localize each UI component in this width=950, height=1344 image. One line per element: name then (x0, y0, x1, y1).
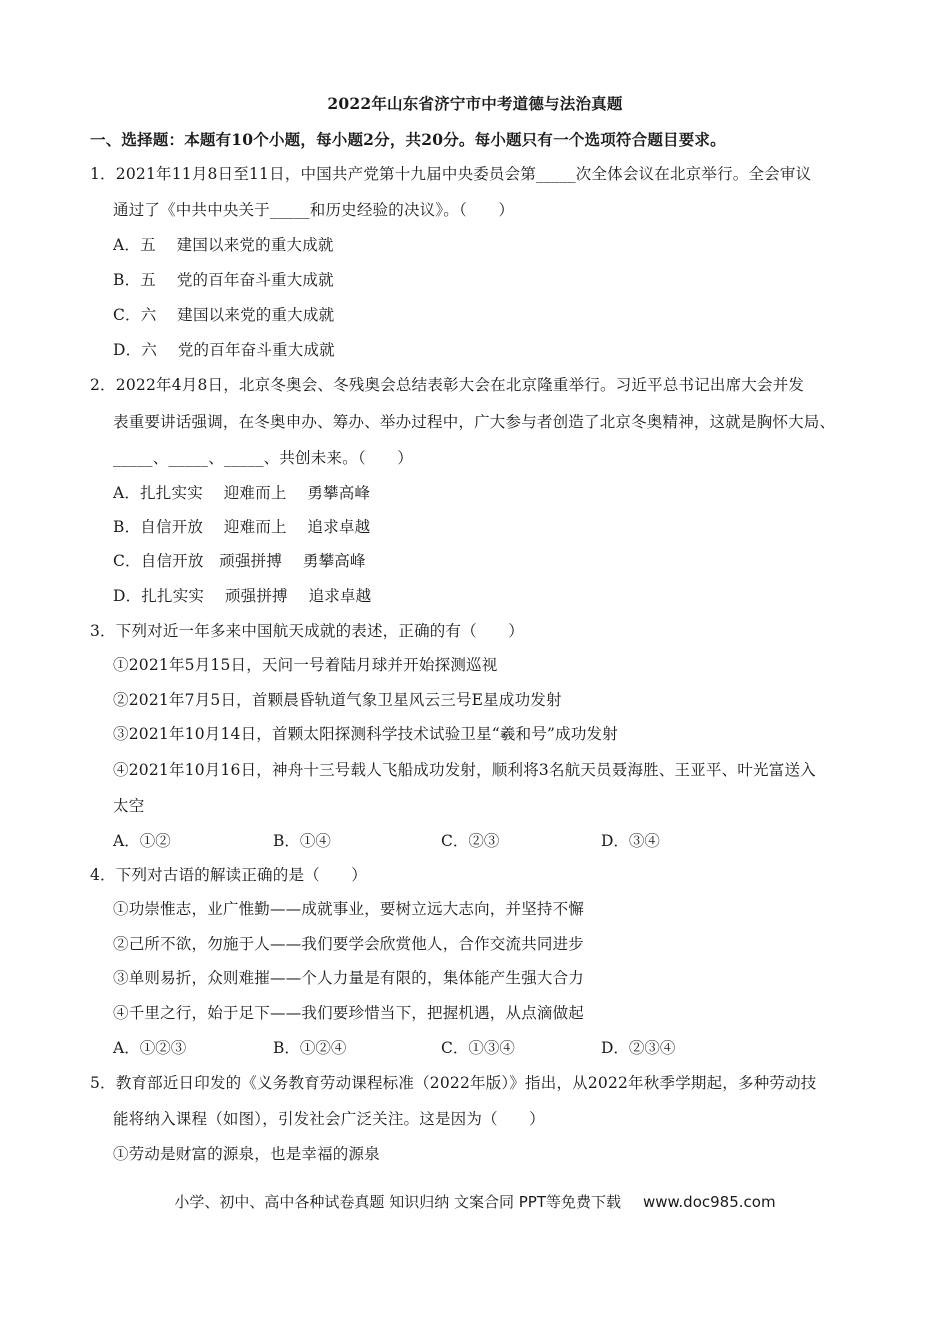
question-1-line-1: 1．2021年11月8日至11日，中国共产党第十九届中央委员会第_____次全体会议在北京举行。全会审议 (90, 165, 812, 183)
question-1-option-c: C．六 建国以来党的重大成就 (113, 306, 335, 324)
question-3-statement-1: ①2021年5月15日，天问一号着陆月球并开始探测巡视 (113, 656, 498, 674)
question-4-statement-3: ③单则易折，众则难摧——个人力量是有限的，集体能产生强大合力 (113, 969, 585, 987)
question-3-statement-2: ②2021年7月5日，首颗晨昏轨道气象卫星风云三号E星成功发射 (113, 691, 562, 709)
question-4-option-a: A．①②③ (113, 1039, 187, 1057)
footer-url[interactable]: www.doc985.com (642, 1193, 776, 1211)
question-3-line-1: 3．下列对近一年多来中国航天成就的表述，正确的有（ ） (90, 622, 524, 640)
question-2-line-2: 表重要讲话强调，在冬奥申办、筹办、举办过程中，广大参与者创造了北京冬奥精神，这就是胸怀大局、 (113, 413, 836, 431)
question-4-line-1: 4．下列对古语的解读正确的是（ ） (90, 866, 367, 884)
question-4-statement-4: ④千里之行，始于足下——我们要珍惜当下，把握机遇，从点滴做起 (113, 1004, 585, 1022)
question-2-option-a: A．扎扎实实 迎难而上 勇攀高峰 (113, 484, 371, 502)
question-4-option-d: D．②③④ (601, 1039, 676, 1057)
question-4-statement-1: ①功崇惟志，业广惟勤——成就事业，要树立远大志向，并坚持不懈 (113, 900, 585, 918)
question-5-line-1: 5．教育部近日印发的《义务教育劳动课程标准（2022年版）》指出，从2022年秋季学期起，多种劳动技 (90, 1074, 817, 1092)
question-2-line-3: _____、_____、_____、共创未来。（ ） (113, 449, 413, 467)
question-3-option-b: B．①④ (273, 832, 331, 850)
question-1-option-a: A．五 建国以来党的重大成就 (113, 236, 334, 254)
question-3-option-d: D．③④ (601, 832, 660, 850)
question-4-option-b: B．①②④ (273, 1039, 347, 1057)
question-1-line-2: 通过了《中共中央关于_____和历史经验的决议》。（ ） (113, 201, 515, 219)
question-1-option-d: D．六 党的百年奋斗重大成就 (113, 341, 335, 359)
question-4-statement-2: ②己所不欲，勿施于人——我们要学会欣赏他人，合作交流共同进步 (113, 935, 585, 953)
question-2-option-b: B．自信开放 迎难而上 追求卓越 (113, 518, 371, 536)
page-title: 2022年山东省济宁市中考道德与法治真题 (327, 94, 623, 113)
section-heading: 一、选择题：本题有10个小题，每小题2分，共20分。每小题只有一个选项符合题目要求。 (90, 130, 726, 149)
question-4-option-c: C．①③④ (441, 1039, 515, 1057)
question-2-option-c: C．自信开放 顽强拼搏 勇攀高峰 (113, 552, 366, 570)
question-3-statement-4: ④2021年10月16日，神舟十三号载人飞船成功发射，顺利将3名航天员聂海胜、王亚平、叶光富送入 (113, 761, 816, 779)
question-3-option-a: A．①② (113, 832, 171, 850)
question-3-statement-3: ③2021年10月14日，首颗太阳探测科学技术试验卫星“羲和号”成功发射 (113, 725, 618, 743)
question-3-option-c: C．②③ (441, 832, 500, 850)
question-5-line-2: 能将纳入课程（如图），引发社会广泛关注。这是因为（ ） (113, 1110, 545, 1128)
question-2-line-1: 2．2022年4月8日，北京冬奥会、冬残奥会总结表彰大会在北京隆重举行。习近平总书记出席大会并发 (90, 376, 805, 394)
question-5-statement-1: ①劳动是财富的源泉，也是幸福的源泉 (113, 1145, 380, 1163)
page-footer (0, 1192, 950, 1212)
question-2-option-d: D．扎扎实实 顽强拼搏 追求卓越 (113, 587, 372, 605)
footer-text: 小学、初中、高中各种试卷真题 知识归纳 文案合同 PPT等免费下载 (174, 1193, 621, 1211)
question-3-statement-4-cont: 太空 (113, 797, 145, 815)
question-1-option-b: B．五 党的百年奋斗重大成就 (113, 271, 334, 289)
